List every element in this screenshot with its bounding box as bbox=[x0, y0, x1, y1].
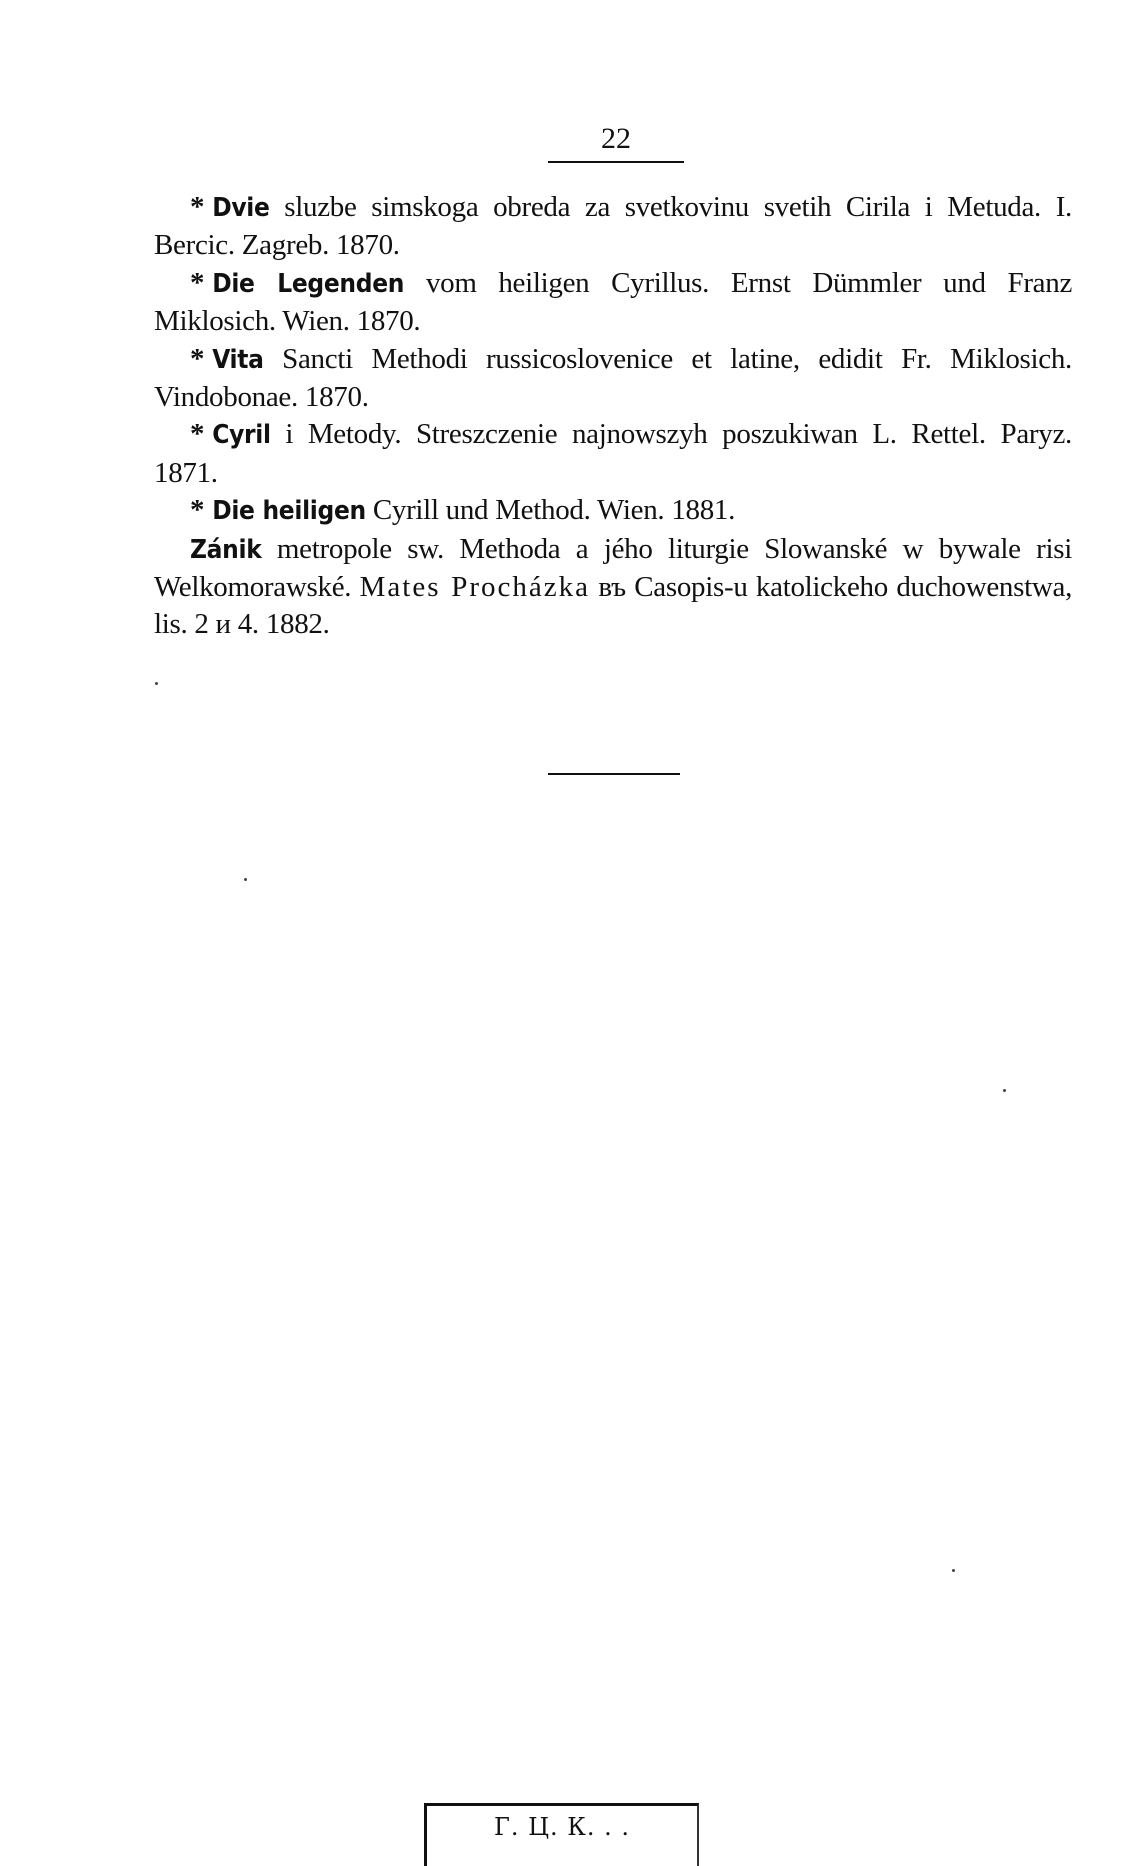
entry-title: Dvie bbox=[212, 193, 270, 223]
entry-title: Vita bbox=[212, 344, 264, 375]
entry-title: Die heiligen bbox=[212, 496, 366, 527]
asterisk-marker: * bbox=[190, 418, 205, 451]
library-stamp bbox=[424, 1803, 699, 1866]
asterisk-marker: * bbox=[190, 342, 205, 375]
asterisk-marker: * bbox=[190, 191, 205, 223]
paper-speck bbox=[1003, 1089, 1006, 1092]
entry-text: i Metody. Streszczenie najnowszyh poszukiwan L. Rettel. Paryz. 1871. bbox=[154, 418, 1073, 489]
bibliography-entry bbox=[154, 492, 1072, 530]
entry-text: vom heiligen Cyrillus. Ernst Dümmler und Franz Miklosich. Wien. 1870. bbox=[154, 266, 1073, 338]
entry-text: Casopis-u katolickeho duchowenstwa, lis. 2 и 4. 1882. bbox=[154, 571, 1073, 641]
bibliography-entry bbox=[154, 416, 1072, 492]
entry-author: Mates Procházka bbox=[359, 571, 590, 604]
bibliography-list bbox=[154, 189, 1072, 644]
paper-speck bbox=[244, 878, 247, 881]
bibliography-entry bbox=[154, 189, 1072, 265]
entry-text: Sancti Methodi russicoslovenice et latine, edidit Fr. Miklosich. Vindobonae. 1870. bbox=[154, 342, 1072, 414]
paper-speck bbox=[952, 1569, 955, 1572]
entry-title: Zánik bbox=[190, 534, 262, 565]
header-rule bbox=[548, 161, 684, 163]
paper-speck bbox=[155, 682, 158, 685]
bibliography-entry bbox=[154, 531, 1072, 644]
bibliography-entry bbox=[154, 265, 1072, 341]
bibliography-entry bbox=[154, 341, 1072, 417]
entry-text: sluzbe simskoga obreda za svetkovinu svetih Cirila i Metuda. I. Bercic. Zagreb. 1870. bbox=[154, 191, 1072, 262]
stamp-text: Г. Ц. К. . . bbox=[493, 1813, 631, 1841]
entry-text: Cyrill und Method. Wien. 1881. bbox=[372, 494, 736, 527]
entry-title: Die Legenden bbox=[212, 268, 405, 299]
page-number: 22 bbox=[601, 122, 631, 155]
asterisk-marker: * bbox=[190, 494, 205, 527]
entry-title: Cyril bbox=[212, 420, 271, 451]
section-rule bbox=[548, 773, 680, 775]
entry-connector: въ bbox=[598, 571, 626, 604]
asterisk-marker: * bbox=[190, 266, 205, 299]
entry-text: metropole sw. Methoda a jého liturgie Slowanské w bywale risi Welkomorawské. bbox=[154, 532, 1073, 604]
